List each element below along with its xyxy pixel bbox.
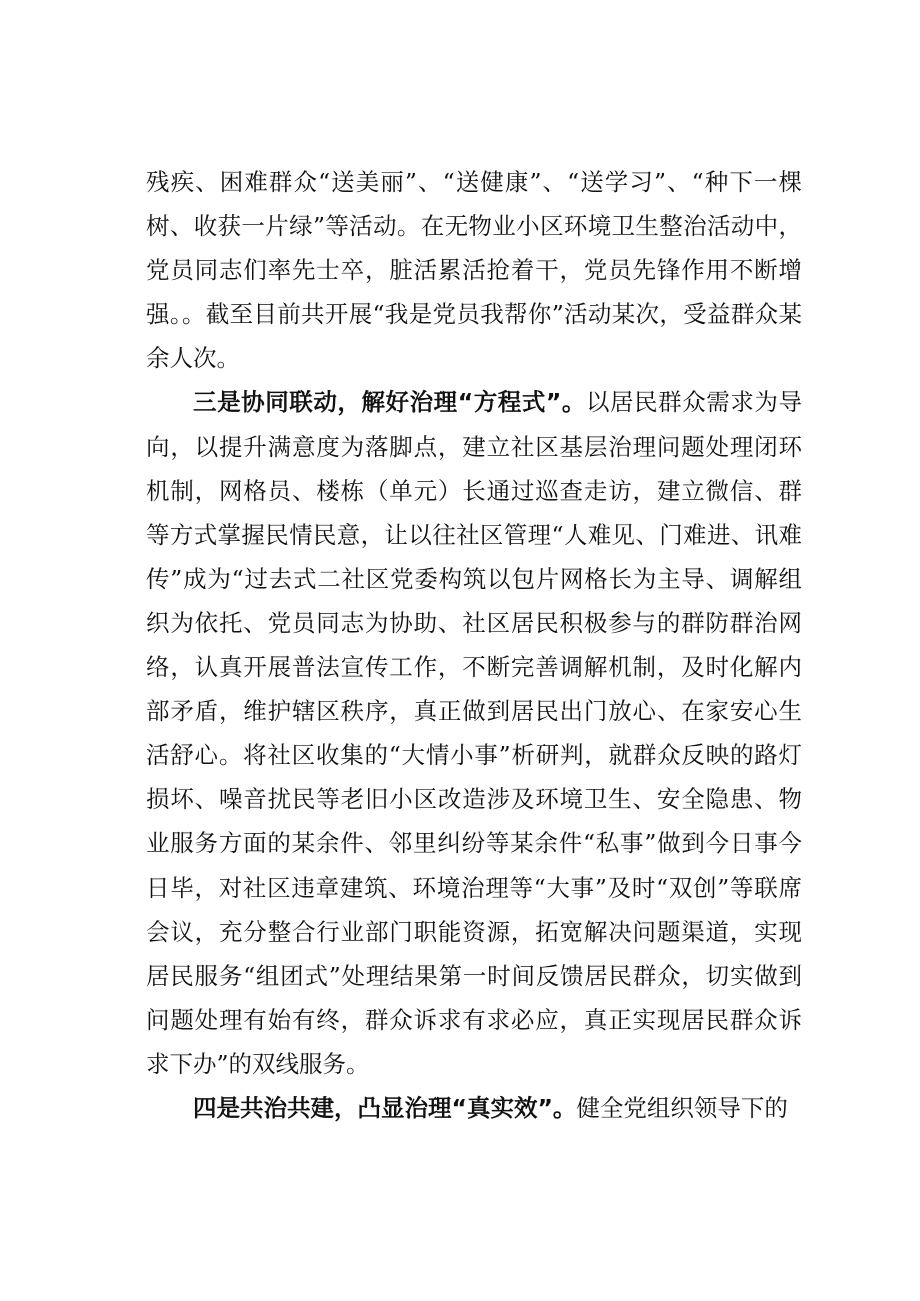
paragraph-continuation <box>146 160 802 380</box>
paragraph-text: 残疾、困难群众“送美丽”、“送健康”、“送学习”、“种下一棵树、收获一片绿”等活动。在无物业小区环境卫生整治活动中，党员同志们率先士卒，脏活累活抢着干，党员先锋作用不断增强。。截至目前共开展“我是党员我帮你”活动某次，受益群众某余人次。 <box>146 168 802 373</box>
section-three-heading: 三是协同联动，解好治理“方程式”。 <box>193 388 586 417</box>
document-body <box>146 160 802 1130</box>
paragraph-text: 以居民群众需求为导向，以提升满意度为落脚点，建立社区基层治理问题处理闭环机制，网格员、楼栋（单元）长通过巡查走访，建立微信、群等方式掌握民情民意，让以往社区管理“人难见、门难进、讯难传”成为“过去式二社区党委构筑以包片网格长为主导、调解组织为依托、党员同志为协助、社区居民积极参与的群防群治网络，认真开展普法宣传工作，不断完善调解机制，及时化解内部矛盾，维护辖区秩序，真正做到居民出门放心、在家安心生活舒心。将社区收集的“大情小事”析研判，就群众反映的路灯损坏、噪音扰民等老旧小区改造涉及环境卫生、安全隐患、物业服务方面的某余件、邻里纠纷等某余件“私事”做到今日事今日毕，对社区违章建筑、环境治理等“大事”及时“双创”等联席会议，充分整合行业部门职能资源，拓宽解决问题渠道，实现居民服务“组团式”处理结果第一时间反馈居民群众，切实做到问题处理有始有终，群众诉求有求必应，真正实现居民群众诉求下办”的双线服务。 <box>146 388 802 1078</box>
paragraph-section-three <box>146 380 802 1086</box>
paragraph-text: 健全党组织领导下的 <box>576 1093 788 1122</box>
paragraph-section-four <box>146 1086 802 1130</box>
section-four-heading: 四是共治共建，凸显治理“真实效”。 <box>193 1093 577 1122</box>
